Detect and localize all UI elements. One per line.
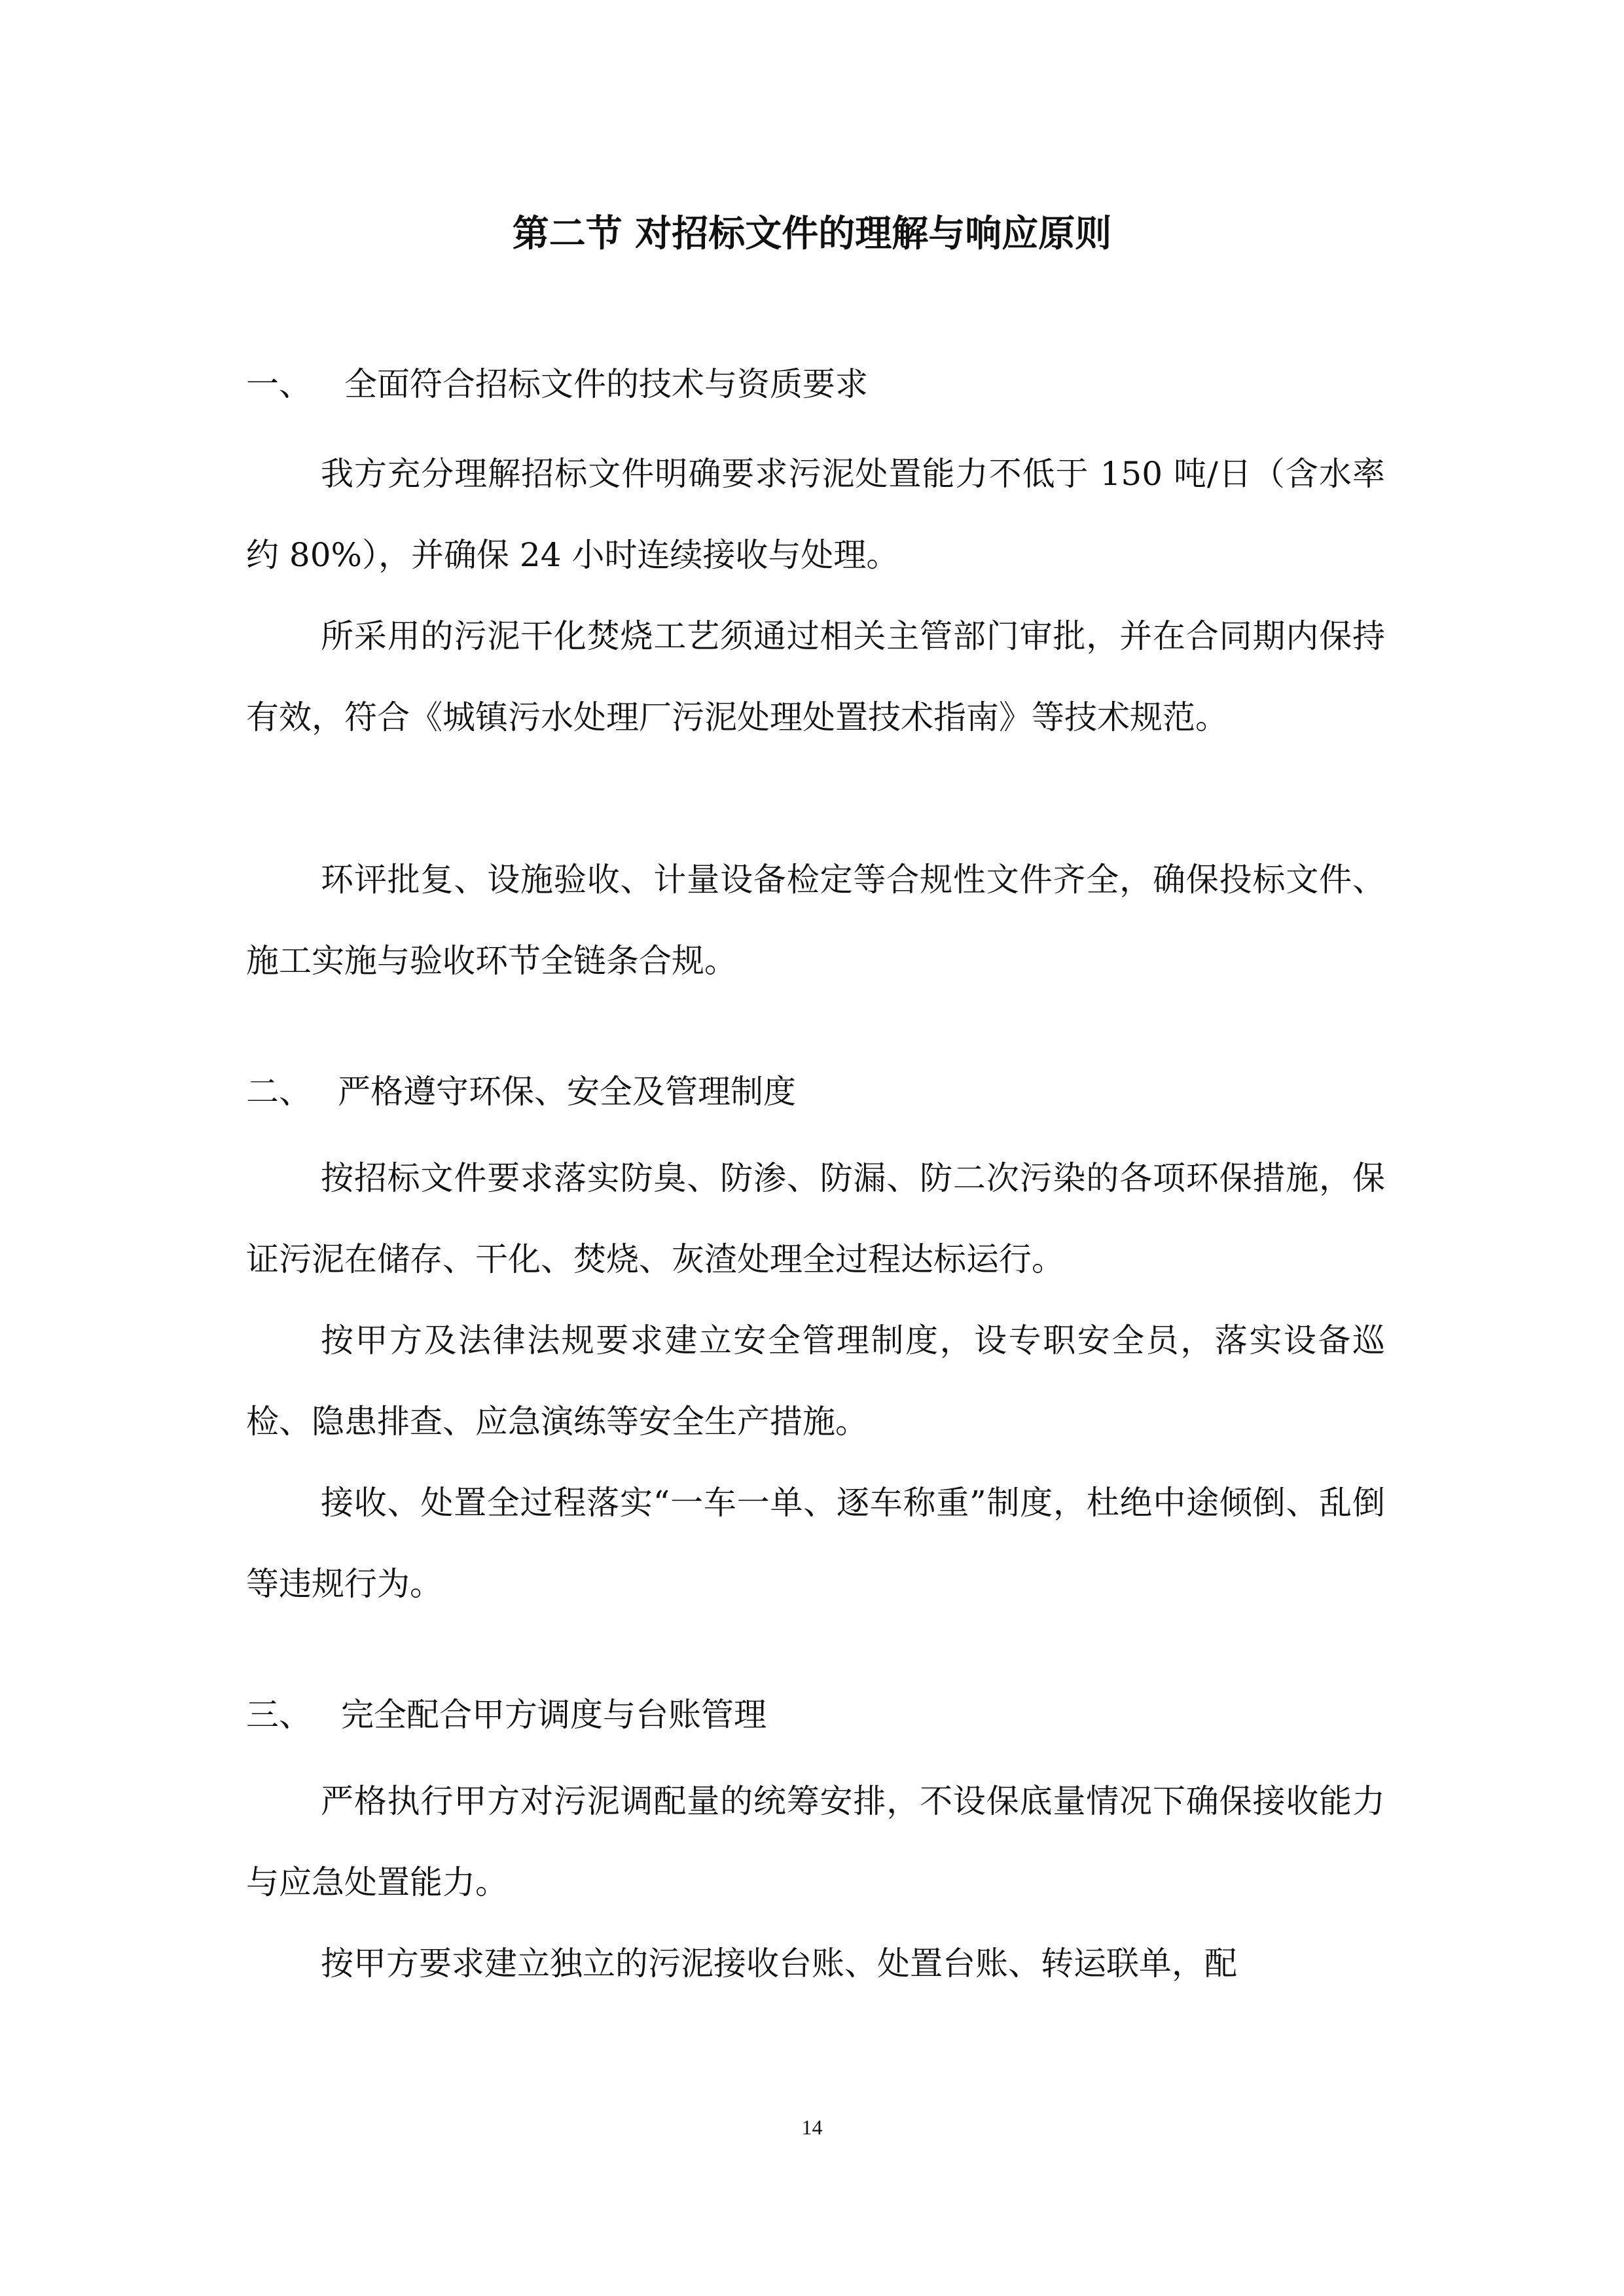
section-number-3: 三、	[246, 1696, 312, 1734]
page-number: 14	[801, 2115, 823, 2139]
paragraph-3-1: 严格执行甲方对污泥调配量的统筹安排，不设保底量情况下确保接收能力与应急处置能力。	[246, 1782, 1385, 1901]
section-heading-text-3: 完全配合甲方调度与台账管理	[341, 1696, 767, 1734]
paragraph-1-1: 我方充分理解招标文件明确要求污泥处置能力不低于 150 吨/日（含水率约 80%），并确保 24 小时连续接收与处理。	[246, 455, 1385, 574]
paragraph-2-2: 按甲方及法律法规要求建立安全管理制度，设专职安全员，落实设备巡检、隐患排查、应急演练等安全生产措施。	[246, 1321, 1385, 1441]
section-heading-2	[246, 1069, 796, 1115]
paragraph-2-3: 接收、处置全过程落实“一车一单、逐车称重”制度，杜绝中途倾倒、乱倒等违规行为。	[246, 1484, 1385, 1603]
paragraph-1-2: 所采用的污泥干化焚烧工艺须通过相关主管部门审批，并在合同期内保持有效，符合《城镇污水处理厂污泥处理处置技术指南》等技术规范。	[246, 617, 1385, 736]
section-heading-1	[246, 361, 868, 407]
section-heading-3	[246, 1692, 767, 1738]
section-heading-text-2: 严格遵守环保、安全及管理制度	[338, 1073, 796, 1111]
paragraph-1-3: 环评批复、设施验收、计量设备检定等合规性文件齐全，确保投标文件、施工实施与验收环节全链条合规。	[246, 861, 1385, 980]
section-heading-text-1: 全面符合招标文件的技术与资质要求	[344, 365, 868, 403]
paragraph-2-1: 按招标文件要求落实防臭、防渗、防漏、防二次污染的各项环保措施，保证污泥在储存、干化、焚烧、灰渣处理全过程达标运行。	[246, 1159, 1385, 1278]
paragraph-3-2: 按甲方要求建立独立的污泥接收台账、处置台账、转运联单，配	[321, 1945, 1237, 1982]
section-number-1: 一、	[246, 365, 312, 403]
section-title: 第二节 对招标文件的理解与响应原则	[512, 213, 1112, 255]
section-number-2: 二、	[246, 1073, 312, 1111]
